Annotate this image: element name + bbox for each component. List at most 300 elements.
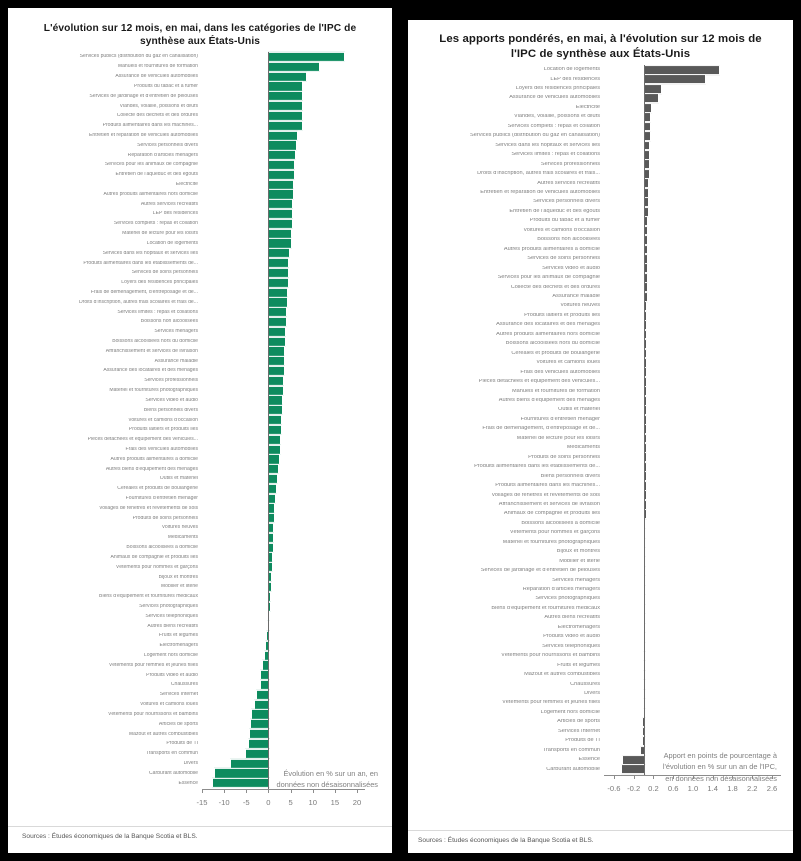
category-label: Voitures neuves bbox=[560, 303, 600, 309]
bar-cell bbox=[202, 670, 357, 680]
category-label: Services limités : repas et collations bbox=[511, 152, 600, 158]
chart-bar-row bbox=[408, 131, 793, 140]
bar-cell bbox=[604, 112, 772, 121]
chart-bar-row bbox=[408, 264, 793, 273]
bar-cell bbox=[604, 103, 772, 112]
chart-bar-row bbox=[8, 317, 392, 327]
chart-bar bbox=[268, 268, 289, 278]
chart-bar-row bbox=[8, 72, 392, 82]
zero-axis-line bbox=[268, 52, 269, 789]
chart-bar bbox=[212, 778, 271, 788]
category-label: Fruits et légumes bbox=[158, 633, 198, 639]
axis-tick bbox=[653, 775, 654, 779]
chart-bar-row bbox=[408, 226, 793, 235]
category-label: Essence bbox=[178, 780, 198, 786]
category-label: Entretien de l'aqueduc et des égouts bbox=[115, 172, 198, 178]
chart-bar-row bbox=[8, 327, 392, 337]
bar-cell bbox=[202, 533, 357, 543]
category-label: Transports en commun bbox=[542, 747, 600, 753]
bar-cell bbox=[604, 509, 772, 518]
chart-bar bbox=[268, 199, 293, 209]
chart-bar bbox=[268, 248, 290, 258]
bar-cell bbox=[202, 91, 357, 101]
chart-bar bbox=[230, 758, 270, 768]
bar-cell bbox=[604, 387, 772, 396]
category-label: Céréales et produits de boulangerie bbox=[511, 350, 600, 356]
category-label: Mobilier et literie bbox=[160, 584, 198, 590]
category-label: Frais des véhicules automobiles bbox=[520, 369, 600, 375]
category-label: Frais des véhicules automobiles bbox=[125, 446, 198, 452]
axis-tick bbox=[634, 775, 635, 779]
bar-cell bbox=[202, 268, 357, 278]
category-label: Outils et matériel bbox=[558, 407, 600, 413]
chart-bar bbox=[249, 729, 270, 739]
chart-bar bbox=[250, 719, 271, 729]
bar-cell bbox=[202, 680, 357, 690]
chart-bar bbox=[268, 307, 287, 317]
chart-bar bbox=[268, 395, 283, 405]
chart-bar-row bbox=[408, 519, 793, 528]
chart-bar bbox=[268, 415, 282, 425]
chart-bar-row bbox=[8, 690, 392, 700]
bar-cell bbox=[604, 538, 772, 547]
chart-bar bbox=[268, 327, 286, 337]
category-label: Services dans les hôpitaux et services liés bbox=[495, 142, 600, 148]
chart-bar-row bbox=[408, 311, 793, 320]
chart-bar-row bbox=[408, 112, 793, 121]
bar-cell bbox=[202, 464, 357, 474]
chart-bar-row bbox=[8, 62, 392, 72]
chart-bar-row bbox=[8, 376, 392, 386]
bar-cell bbox=[202, 356, 357, 366]
bar-cell bbox=[604, 368, 772, 377]
chart-bar-row bbox=[408, 283, 793, 292]
bar-cell bbox=[202, 288, 357, 298]
bar-cell bbox=[604, 424, 772, 433]
chart-bar-row bbox=[408, 396, 793, 405]
category-label: Services vidéo et audio bbox=[145, 397, 198, 403]
chart-bar-row bbox=[8, 611, 392, 621]
category-label: Produits alimentaires dans les établissements de... bbox=[474, 464, 600, 470]
axis-tick-label: 2.6 bbox=[766, 784, 778, 794]
bar-cell bbox=[202, 199, 357, 209]
chart-bar bbox=[268, 140, 296, 150]
chart-bar bbox=[268, 62, 319, 72]
bar-cell bbox=[604, 406, 772, 415]
chart-bar-row bbox=[8, 749, 392, 759]
bar-cell bbox=[202, 553, 357, 563]
axis-tick-labels bbox=[408, 784, 793, 797]
chart-bar-row bbox=[8, 160, 392, 170]
category-label: Entretien et réparation de véhicules automobiles bbox=[480, 190, 600, 195]
chart-bar bbox=[248, 739, 270, 749]
chart-bar-row bbox=[408, 453, 793, 462]
bar-cell bbox=[604, 595, 772, 604]
bar-cell bbox=[202, 602, 357, 612]
category-label: Affranchissement et services de livraison bbox=[105, 348, 198, 354]
chart-bar-row bbox=[8, 484, 392, 494]
chart-bar-row bbox=[8, 474, 392, 484]
category-label: Location de logements bbox=[146, 240, 198, 246]
bar-cell bbox=[604, 519, 772, 528]
chart-bar bbox=[644, 122, 652, 132]
chart-bar-row bbox=[8, 131, 392, 141]
chart-bar-row bbox=[408, 538, 793, 547]
bar-cell bbox=[604, 680, 772, 689]
bar-cell bbox=[202, 503, 357, 513]
chart-bar bbox=[268, 297, 287, 307]
chart-bar bbox=[214, 768, 270, 778]
category-label: Chaussures bbox=[570, 681, 600, 687]
category-label: LEP des résidences bbox=[550, 76, 600, 82]
bar-cell bbox=[202, 376, 357, 386]
bar-cell bbox=[604, 500, 772, 509]
chart-bar bbox=[268, 238, 291, 248]
category-label: Produits de TI bbox=[166, 741, 198, 747]
chart-bar bbox=[268, 493, 275, 503]
category-label: Mobilier et literie bbox=[559, 558, 600, 564]
bar-cell bbox=[604, 396, 772, 405]
chart-bar-row bbox=[408, 443, 793, 452]
bar-cell bbox=[202, 346, 357, 356]
bar-cell bbox=[604, 302, 772, 311]
category-label: Biens personnels divers bbox=[143, 407, 198, 413]
bar-cell bbox=[202, 582, 357, 592]
chart-bar-row bbox=[408, 320, 793, 329]
chart-bar-row bbox=[408, 377, 793, 386]
chart-bar-row bbox=[408, 680, 793, 689]
bar-cell bbox=[202, 572, 357, 582]
bar-cell bbox=[604, 557, 772, 566]
chart-bar-row bbox=[408, 604, 793, 613]
chart-bar bbox=[268, 336, 286, 346]
divider bbox=[8, 826, 392, 827]
chart-bar-row bbox=[8, 621, 392, 631]
chart-bar-row bbox=[408, 424, 793, 433]
chart-bar-row bbox=[408, 623, 793, 632]
category-label: Boissons alcoolisées hors du domicile bbox=[505, 341, 600, 347]
category-label: Services limités : repas et collations bbox=[117, 309, 198, 315]
chart-bar-row bbox=[408, 566, 793, 575]
bar-cell bbox=[604, 94, 772, 103]
category-label: Biens personnels divers bbox=[540, 473, 600, 479]
chart-bar bbox=[268, 52, 345, 62]
chart-bar-row bbox=[408, 736, 793, 745]
category-label: Autres services récréatifs bbox=[140, 201, 198, 207]
category-label: Médicaments bbox=[167, 535, 198, 541]
category-label: Produits vidéo et audio bbox=[543, 634, 600, 640]
axis-tick bbox=[268, 789, 269, 793]
chart-bar-row bbox=[408, 292, 793, 301]
category-label: Médicaments bbox=[566, 445, 600, 451]
chart-bar-row bbox=[8, 759, 392, 769]
bar-cell bbox=[202, 189, 357, 199]
chart-bar-row bbox=[408, 368, 793, 377]
category-label: Produits de soins personnels bbox=[132, 515, 198, 521]
chart-bar-row bbox=[408, 491, 793, 500]
chart-bar-row bbox=[408, 547, 793, 556]
bar-cell bbox=[604, 122, 772, 131]
category-label: Services de soins personnels bbox=[131, 270, 198, 276]
chart-bar-row bbox=[408, 632, 793, 641]
chart-bar-row bbox=[408, 613, 793, 622]
bar-cell bbox=[202, 700, 357, 710]
category-label: Services personnels divers bbox=[533, 199, 600, 205]
category-label: Viandes, volaille, poissons et œufs bbox=[513, 114, 600, 120]
bar-cell bbox=[604, 75, 772, 84]
chart-bar-row bbox=[408, 302, 793, 311]
chart-bar-row bbox=[408, 358, 793, 367]
bar-cell bbox=[202, 425, 357, 435]
category-label: Services Internet bbox=[558, 728, 600, 734]
bar-cell bbox=[202, 337, 357, 347]
chart-bar-row bbox=[8, 710, 392, 720]
chart-bar bbox=[268, 405, 282, 415]
bar-cell bbox=[202, 121, 357, 131]
category-label: Services personnels divers bbox=[137, 142, 198, 148]
chart-bar-row bbox=[8, 91, 392, 101]
chart-bar-row bbox=[8, 503, 392, 513]
chart-bar-row bbox=[8, 651, 392, 661]
bar-cell bbox=[604, 443, 772, 452]
chart-bar bbox=[644, 93, 659, 103]
bar-cell bbox=[202, 749, 357, 759]
chart-bar-row bbox=[8, 396, 392, 406]
bar-cell bbox=[604, 377, 772, 386]
chart-bar-row bbox=[8, 513, 392, 523]
category-label: Services publics (distribution du gaz en canalisation) bbox=[79, 54, 198, 60]
chart-bar bbox=[268, 81, 303, 91]
bar-cell bbox=[202, 131, 357, 141]
chart-bar-row bbox=[8, 631, 392, 641]
chart-bar bbox=[268, 111, 302, 121]
chart-bar-row bbox=[8, 170, 392, 180]
category-label: Services Internet bbox=[159, 692, 198, 698]
bar-cell bbox=[604, 651, 772, 660]
chart-bar-row bbox=[8, 366, 392, 376]
bar-cell bbox=[604, 330, 772, 339]
bar-cell bbox=[604, 311, 772, 320]
bar-cell bbox=[202, 317, 357, 327]
category-label: Chaussures bbox=[170, 682, 198, 688]
chart-bar-row bbox=[408, 273, 793, 282]
category-label: Boissons non alcoolisées bbox=[537, 237, 600, 243]
category-label: Pièces détachées et équipement des véhicules... bbox=[87, 437, 198, 443]
axis-tick bbox=[246, 789, 247, 793]
category-label: Loyers des résidences principales bbox=[121, 280, 198, 286]
category-label: Voitures et camions loués bbox=[139, 702, 198, 708]
bar-cell bbox=[604, 254, 772, 263]
category-label: Réparation d'articles ménagers bbox=[127, 152, 198, 158]
bar-cell bbox=[202, 82, 357, 92]
bar-cell bbox=[202, 366, 357, 376]
bar-cell bbox=[604, 160, 772, 169]
chart-bar-row bbox=[408, 642, 793, 651]
chart-bar-row bbox=[8, 562, 392, 572]
bar-cell bbox=[604, 661, 772, 670]
chart-bar-row bbox=[8, 140, 392, 150]
category-label: Viandes, volaille, poissons et œufs bbox=[119, 103, 198, 109]
chart-bar-row bbox=[408, 150, 793, 159]
category-label: Logement hors domicile bbox=[540, 709, 600, 715]
category-label: Loyers des résidences principales bbox=[515, 86, 600, 92]
category-label: Services vidéo et audio bbox=[542, 265, 600, 271]
category-label: Produits vidéo et audio bbox=[146, 672, 198, 678]
axis-tick-labels bbox=[8, 798, 392, 811]
chart-bar-row bbox=[408, 528, 793, 537]
bar-rows bbox=[8, 52, 392, 789]
category-label: Bijoux et montres bbox=[158, 574, 198, 580]
bar-cell bbox=[604, 358, 772, 367]
chart-bar bbox=[268, 258, 289, 268]
category-label: Assurance des locataires et des ménages bbox=[496, 322, 600, 328]
axis-tick-label: 0 bbox=[266, 798, 271, 808]
category-label: Carburant automobile bbox=[546, 766, 600, 772]
chart-bar bbox=[268, 101, 302, 111]
chart-bar bbox=[268, 464, 278, 474]
plot-area-left bbox=[8, 52, 392, 811]
category-label: Réparation d'articles ménagers bbox=[522, 587, 600, 593]
chart-bar bbox=[268, 474, 277, 484]
category-label: Services complets : repas et collation bbox=[113, 221, 198, 227]
category-label: Produits de TI bbox=[565, 738, 600, 744]
chart-bar bbox=[268, 425, 282, 435]
category-label: Services professionnels bbox=[144, 378, 198, 384]
category-label: Autres produits alimentaires hors domicile bbox=[496, 331, 600, 337]
bar-cell bbox=[604, 349, 772, 358]
category-label: Matériel de lecture pour les loisirs bbox=[516, 435, 600, 441]
axis-tick-label: 1.4 bbox=[707, 784, 718, 794]
category-label: Outils et matériel bbox=[159, 476, 198, 482]
category-label: Autres biens récréatifs bbox=[147, 623, 198, 629]
chart-bar-row bbox=[408, 576, 793, 585]
category-label: Produits du tabac et à fumer bbox=[529, 218, 600, 224]
bar-cell bbox=[604, 292, 772, 301]
chart-bar-row bbox=[8, 660, 392, 670]
axis-tick-label: 15 bbox=[330, 798, 340, 808]
axis-tick-label: -10 bbox=[218, 798, 230, 808]
category-label: Animaux de compagnie et produits liés bbox=[110, 554, 198, 560]
chart-bar-row bbox=[8, 700, 392, 710]
chart-bar-row bbox=[408, 339, 793, 348]
category-label: Bijoux et montres bbox=[556, 549, 600, 555]
bar-cell bbox=[604, 65, 772, 74]
category-label: Manuels et fournitures de formation bbox=[512, 388, 600, 394]
chart-bar-row bbox=[8, 239, 392, 249]
bar-cell bbox=[202, 111, 357, 121]
bar-cell bbox=[604, 226, 772, 235]
bar-cell bbox=[202, 170, 357, 180]
category-label: Vêtements pour nourrissons et bambins bbox=[107, 711, 198, 717]
bar-cell bbox=[202, 396, 357, 406]
category-label: Biens d'équipement et fournitures médicaux bbox=[99, 594, 198, 600]
category-label: Services téléphoniques bbox=[145, 613, 198, 619]
category-label: Services téléphoniques bbox=[542, 643, 600, 649]
chart-bar bbox=[268, 484, 276, 494]
chart-bar-row bbox=[408, 75, 793, 84]
plot-area-right bbox=[408, 65, 793, 797]
bar-cell bbox=[202, 719, 357, 729]
category-label: Services de jardinage et d'entretien de pelouses bbox=[89, 93, 198, 99]
bar-cell bbox=[604, 179, 772, 188]
bar-cell bbox=[202, 307, 357, 317]
category-label: Électroménagers bbox=[159, 643, 198, 649]
chart-bar-row bbox=[8, 278, 392, 288]
chart-bar bbox=[644, 150, 651, 160]
chart-panel-cpi-contributions bbox=[408, 20, 793, 853]
axis-tick-label: 5 bbox=[288, 798, 293, 808]
bar-cell bbox=[604, 339, 772, 348]
category-label: Boissons non alcoolisées bbox=[140, 319, 198, 325]
category-label: Biens d'équipement et fournitures médicaux bbox=[491, 605, 600, 611]
chart-bar-row bbox=[8, 307, 392, 317]
category-label: Autres biens récréatifs bbox=[544, 615, 600, 621]
axis-tick-label: 2.2 bbox=[746, 784, 758, 794]
category-label: Vêtements pour nourrissons et bambins bbox=[501, 653, 600, 659]
chart-bar-row bbox=[8, 592, 392, 602]
chart-bar bbox=[644, 103, 653, 113]
sources-note: Sources : Études économiques de la Banque Scotia et BLS. bbox=[22, 833, 198, 840]
chart-bar bbox=[268, 317, 286, 327]
chart-bar-row bbox=[8, 435, 392, 445]
chart-bar-row bbox=[8, 268, 392, 278]
axis-tick-label: 0.6 bbox=[667, 784, 679, 794]
bar-cell bbox=[202, 52, 357, 62]
bar-cell bbox=[604, 566, 772, 575]
category-label: Logement hors domicile bbox=[143, 653, 198, 659]
chart-bar bbox=[268, 356, 285, 366]
chart-bar-row bbox=[408, 235, 793, 244]
category-label: Boissons alcoolisées à domicile bbox=[521, 520, 600, 526]
bar-cell bbox=[202, 710, 357, 720]
chart-bar-row bbox=[8, 209, 392, 219]
bar-cell bbox=[604, 84, 772, 93]
chart-bar-row bbox=[408, 198, 793, 207]
chart-bar-row bbox=[8, 729, 392, 739]
bar-cell bbox=[604, 547, 772, 556]
category-label: Autres produits alimentaires à domicile bbox=[110, 456, 198, 462]
chart-bar-row bbox=[8, 337, 392, 347]
category-label: Autres biens d'équipement des ménages bbox=[498, 397, 600, 403]
bar-cell bbox=[604, 642, 772, 651]
chart-bar-row bbox=[8, 415, 392, 425]
bar-cell bbox=[202, 513, 357, 523]
chart-bar-row bbox=[408, 509, 793, 518]
axis-tick-label: -0.2 bbox=[627, 784, 641, 794]
chart-bar bbox=[268, 444, 280, 454]
chart-bar bbox=[644, 131, 651, 141]
chart-bar bbox=[268, 278, 288, 288]
chart-bar-row bbox=[408, 415, 793, 424]
chart-bar bbox=[268, 72, 306, 82]
chart-bar-row bbox=[408, 406, 793, 415]
category-label: Fournitures d'entretien ménager bbox=[520, 416, 600, 422]
category-label: Services de jardinage et d'entretien de pelouses bbox=[480, 568, 600, 574]
axis-tick-label: -5 bbox=[242, 798, 250, 808]
bar-cell bbox=[202, 474, 357, 484]
category-label: Assurance des locataires et des ménages bbox=[103, 368, 198, 374]
chart-bar-row bbox=[408, 207, 793, 216]
chart-bar-row bbox=[408, 216, 793, 225]
category-label: Transports en commun bbox=[145, 751, 198, 757]
chart-bar-row bbox=[408, 462, 793, 471]
category-label: Collecte des déchets et des ordures bbox=[116, 113, 198, 119]
chart-bar bbox=[268, 287, 288, 297]
chart-bar-row bbox=[8, 219, 392, 229]
bar-cell bbox=[202, 248, 357, 258]
chart-bar bbox=[644, 74, 706, 84]
category-label: Autres services récréatifs bbox=[537, 180, 600, 186]
